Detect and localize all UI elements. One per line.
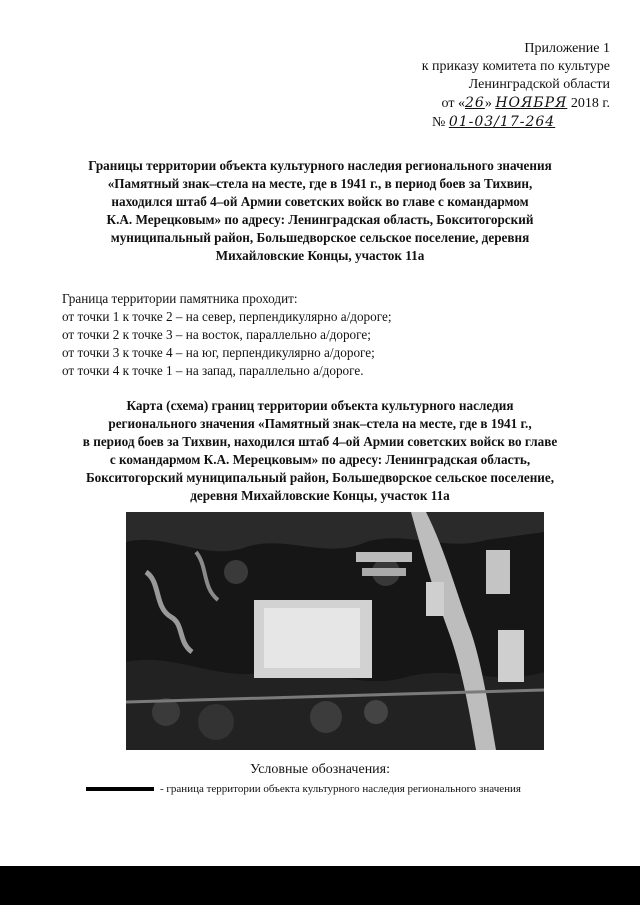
- description-line: от точки 3 к точке 4 – на юг, перпендикулярно а/дороге;: [62, 345, 375, 360]
- date-day: 26: [464, 95, 485, 111]
- title-line: находился штаб 4–ой Армии советских войск во главе с командармом: [111, 194, 529, 209]
- document-title: [30, 157, 610, 265]
- legend-item-text: - граница территории объекта культурного наследия регионального значения: [160, 783, 521, 795]
- appendix-order-line: к приказу комитета по культуре: [421, 59, 610, 74]
- map-title-line: с командармом К.А. Мерецковым» по адресу: Ленинградская область,: [109, 452, 531, 467]
- appendix-region-line: Ленинградской области: [468, 77, 610, 92]
- boundary-line-symbol: [86, 787, 154, 791]
- title-line: Михайловские Концы, участок 11а: [215, 248, 425, 263]
- number-value: 01-03/17-264: [448, 114, 556, 130]
- date-month: НОЯБРЯ: [495, 95, 568, 111]
- description-line: Граница территории памятника проходит:: [62, 291, 298, 306]
- date-year: 2018 г.: [570, 96, 610, 111]
- aerial-map-image: [126, 512, 544, 750]
- appendix-date-line: [370, 94, 610, 113]
- map-title-line: регионального значения «Памятный знак–стела на месте, где в 1941 г.,: [108, 416, 532, 431]
- map-title-line: деревня Михайловские Концы, участок 11а: [190, 488, 450, 503]
- map-title-line: Карта (схема) границ территории объекта культурного наследия: [126, 398, 514, 413]
- title-line: Границы территории объекта культурного наследия регионального значения: [88, 158, 552, 173]
- title-line: К.А. Мерецковым» по адресу: Ленинградская область, Бокситогорский: [106, 212, 534, 227]
- aerial-map-svg: [126, 512, 544, 750]
- legend-row: [86, 780, 521, 798]
- appendix-number-line: [370, 113, 610, 132]
- title-line: муниципальный район, Большедворское сельское поселение, деревня: [110, 230, 530, 245]
- date-sep: »: [484, 96, 496, 111]
- title-line: «Памятный знак–стела на месте, где в 1941 г., в период боев за Тихвин,: [107, 176, 533, 191]
- map-title-line: в период боев за Тихвин, находился штаб 4–ой Армии советских войск во главе: [82, 434, 558, 449]
- scan-border-bar: [0, 866, 640, 905]
- legend-title: Условные обозначения:: [249, 762, 391, 777]
- number-prefix: №: [432, 115, 449, 130]
- date-prefix: от «: [441, 96, 465, 111]
- map-title: [30, 397, 610, 505]
- map-title-line: Бокситогорский муниципальный район, Большедворское сельское поселение,: [85, 470, 555, 485]
- description-line: от точки 4 к точке 1 – на запад, параллельно а/дороге.: [62, 363, 364, 378]
- appendix-header: [370, 40, 610, 132]
- boundary-description: [62, 290, 582, 380]
- appendix-label: Приложение 1: [524, 41, 610, 56]
- description-line: от точки 2 к точке 3 – на восток, параллельно а/дороге;: [62, 327, 371, 342]
- description-line: от точки 1 к точке 2 – на север, перпендикулярно а/дороге;: [62, 309, 392, 324]
